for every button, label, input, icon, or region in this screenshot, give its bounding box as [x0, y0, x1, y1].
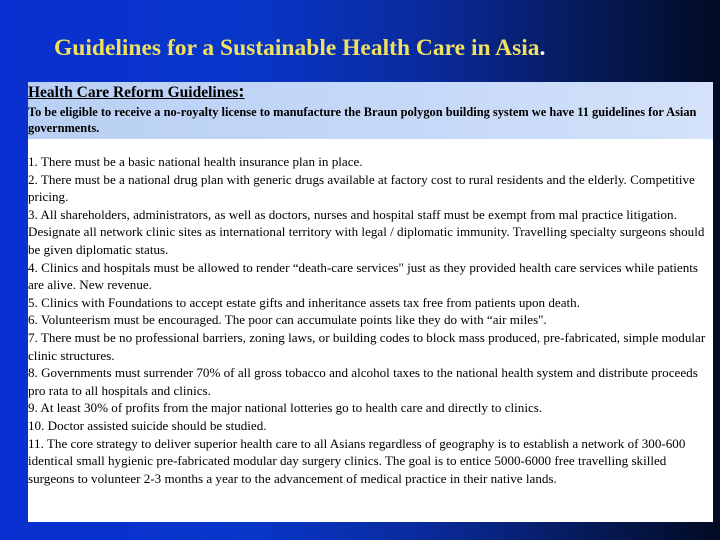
guideline-item-6: 6. Volunteerism must be encouraged. The poor can accumulate points like they do with “air miles". [28, 312, 547, 328]
slide-title-period: . [539, 35, 546, 61]
guideline-item-8: 8. Governments must surrender 70% of all gross tobacco and alcohol taxes to the national health system and distribute proceeds pro rata to all hospitals and clinics. [28, 365, 698, 398]
guideline-item-9: 9. At least 30% of profits from the major national lotteries go to health care and directly to clinics. [28, 400, 543, 416]
guideline-item-5: 5. Clinics with Foundations to accept estate gifts and inheritance assets tax free from patients upon death. [28, 294, 580, 310]
guidelines-list [28, 153, 711, 487]
intro-text: To be eligible to receive a no-royalty license to manufacture the Braun polygon building system we have 11 guidelines for Asian governments. [28, 105, 697, 135]
subheading-text: Health Care Reform Guidelines [28, 84, 239, 101]
guideline-item-3: 3. All shareholders, administrators, as well as doctors, nurses and hospital staff must be exempt from mal practice litigation. Designate all network clinic sites as international territory with legal / diplomatic immunity. Travelling specialty surgeons should be given diplomatic status. [28, 206, 705, 257]
slide-title [54, 34, 694, 62]
guideline-item-4: 4. Clinics and hospitals must be allowed to render “death-care services" just as they provided health care services while patients are alive. New revenue. [28, 259, 698, 293]
guideline-item-11: 11. The core strategy to deliver superior health care to all Asians regardless of geography is to establish a network of 300-600 identical small hygienic pre-fabricated modular day surgery clinics. The goal is to entice 5000-6000 free travelling skilled surgeons to volunteer 2-3 months a year to the advancement of medical practice in their native lands. [28, 435, 686, 486]
guideline-item-1: 1. There must be a basic national health insurance plan in place. [28, 154, 363, 169]
subheading [28, 82, 288, 103]
slide-title-text: Guidelines for a Sustainable Health Care in Asia [54, 35, 540, 61]
content-panel [28, 82, 713, 522]
guideline-item-10: 10. Doctor assisted suicide should be studied. [28, 417, 267, 433]
subheading-colon: : [238, 81, 245, 102]
guideline-item-2: 2. There must be a national drug plan with generic drugs available at factory cost to rural residents and the elderly. Competitive pricing. [28, 171, 695, 205]
guideline-item-7: 7. There must be no professional barriers, zoning laws, or building codes to block mass produced, pre-fabricated, simple modular clinic structures. [28, 329, 706, 363]
